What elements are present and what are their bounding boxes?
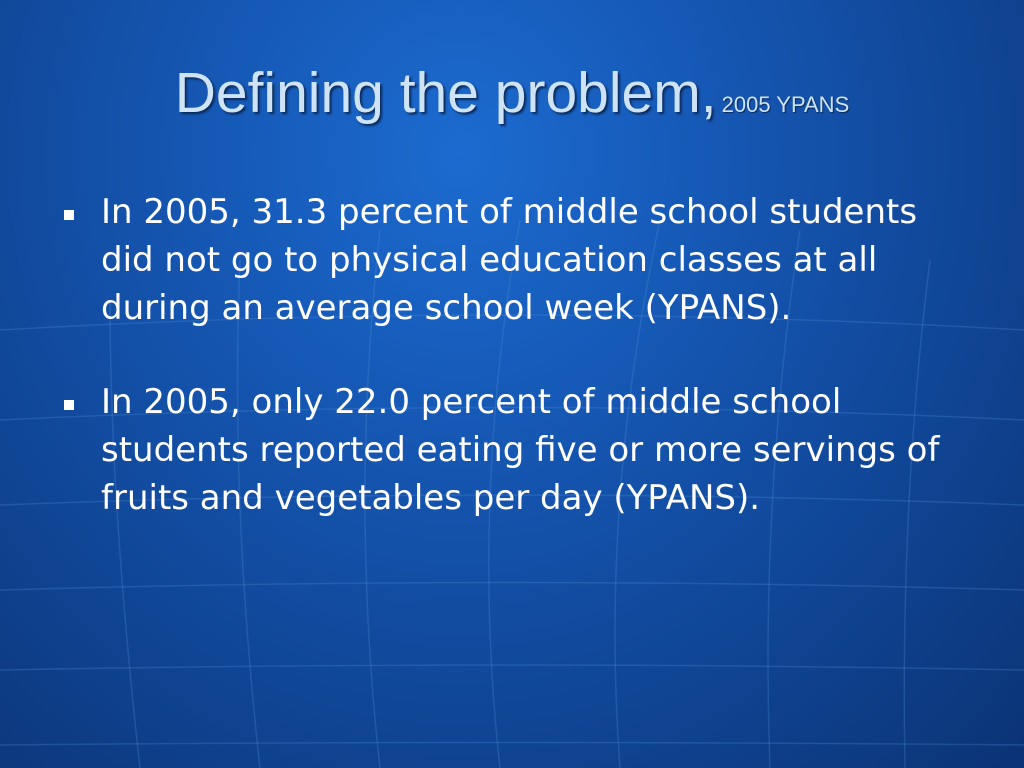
bullet-list	[62, 188, 962, 568]
square-bullet-icon	[64, 400, 74, 410]
square-bullet-icon	[64, 210, 74, 220]
bullet-text: In 2005, only 22.0 percent of middle school students reported eating five or more servings of fruits and vegetables per day (YPANS).	[101, 382, 940, 518]
title-main-text: Defining the problem,	[174, 61, 717, 125]
bullet-text: In 2005, 31.3 percent of middle school students did not go to physical education classes at all during an average school week (YPANS).	[101, 192, 918, 328]
title-subtitle-text: 2005 YPANS	[721, 92, 850, 117]
bullet-item	[62, 378, 962, 522]
bullet-item	[62, 188, 962, 332]
slide-title	[0, 60, 1024, 126]
